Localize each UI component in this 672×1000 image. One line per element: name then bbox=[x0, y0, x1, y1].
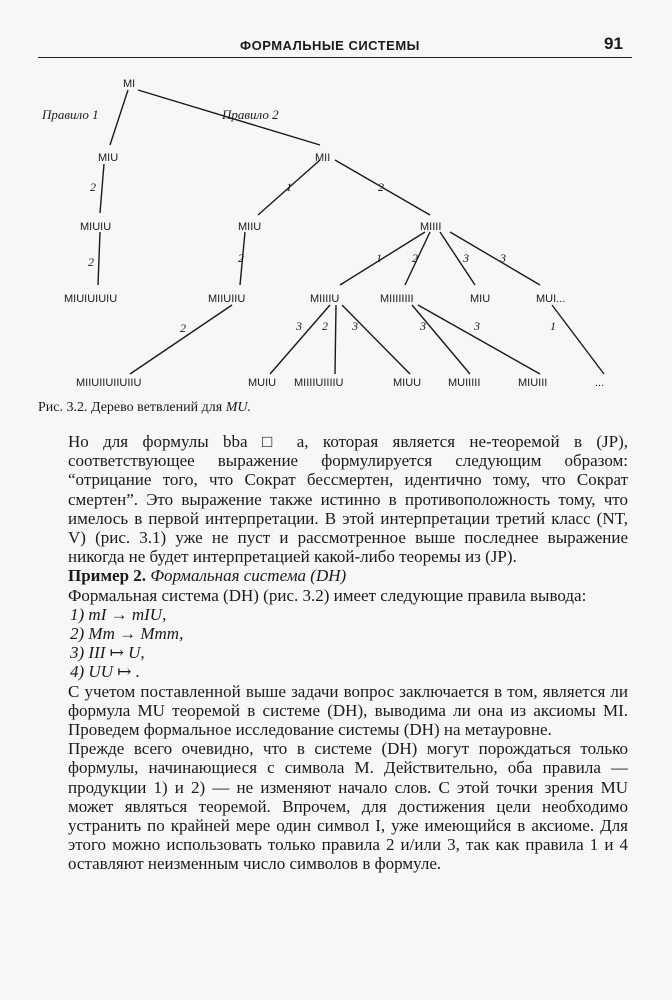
tree-node: MUI... bbox=[536, 293, 566, 305]
running-title: ФОРМАЛЬНЫЕ СИСТЕМЫ bbox=[240, 38, 420, 53]
edge-label: 2 bbox=[412, 251, 418, 265]
edge bbox=[270, 305, 330, 374]
edge-label: 1 bbox=[550, 319, 556, 333]
tree-node: MII bbox=[315, 152, 331, 164]
edge-label: 3 bbox=[463, 251, 469, 265]
edge bbox=[552, 305, 604, 374]
rule-item: 2) Mm → Mmm, bbox=[70, 624, 184, 644]
tree-node: MUIU bbox=[248, 377, 277, 389]
edge-label: 2 bbox=[88, 255, 94, 269]
edge-label: 3 bbox=[296, 319, 302, 333]
rule-labels bbox=[41, 107, 279, 122]
tree-node: MIU bbox=[98, 152, 119, 164]
tree-node: MIUU bbox=[393, 377, 422, 389]
edge-label: 3 bbox=[420, 319, 426, 333]
paragraph: С учетом поставленной выше задачи вопрос заключается в том, является ли формула MU теоремой в системе (DH), выводима ли она из аксиомы MI. Проведем формальное исследование системы (DH) на метауровне. bbox=[68, 681, 628, 740]
edge-label: 1 bbox=[286, 180, 292, 194]
tree-node: MIIIIIIII bbox=[380, 293, 414, 305]
example-label: Пример 2. bbox=[68, 566, 147, 586]
tree-node: MIIU bbox=[238, 221, 262, 233]
edge bbox=[130, 305, 232, 374]
edge-label: 3 bbox=[500, 251, 506, 265]
header-rule bbox=[38, 57, 632, 58]
edge-label: 3 bbox=[474, 319, 480, 333]
tree-nodes bbox=[64, 78, 604, 389]
edge bbox=[100, 164, 104, 213]
paragraph: Прежде всего очевидно, что в системе (DH) могут порождаться только формулы, начинающиеся с символа M. Действительно, оба правила — продукции 1) и 2) — не изменяют начало слов. С этой точки зрения MU может являться теоремой. Впрочем, для достижения цели необходимо устранить по крайней мере один символ I, уже имеющийся в аксиоме. Для этого можно использовать только правила 2 и/или 3, так как правила 1 и 4 оставляют неизменным число символов в формуле. bbox=[68, 739, 628, 874]
figure-caption bbox=[38, 400, 251, 416]
tree-node: MIUIUIUIU bbox=[64, 293, 118, 305]
derivation-tree-figure bbox=[0, 60, 672, 400]
rule-2-label: Правило 2 bbox=[222, 107, 279, 122]
tree-node: MIIIIUIIIIU bbox=[294, 377, 344, 389]
edge-label: 2 bbox=[180, 321, 186, 335]
page-header bbox=[0, 32, 672, 56]
rule-item: 3) III ↦ U, bbox=[70, 643, 145, 663]
rules-list bbox=[70, 605, 628, 682]
tree-node: MI bbox=[123, 78, 136, 90]
tree-node: MIUIU bbox=[80, 221, 112, 233]
edge-label: 3 bbox=[352, 319, 358, 333]
edge-label: 2 bbox=[378, 180, 384, 194]
edge bbox=[98, 232, 100, 285]
caption-prefix: Рис. 3.2. bbox=[38, 400, 88, 415]
page-number: 91 bbox=[604, 34, 623, 53]
tree-node: MIIUIIU bbox=[208, 293, 246, 305]
rule-item: 4) UU ↦ . bbox=[70, 662, 140, 682]
edge bbox=[335, 305, 336, 374]
edge bbox=[342, 305, 410, 374]
edge-label: 2 bbox=[90, 180, 96, 194]
caption-italic: MU. bbox=[225, 400, 251, 415]
rule-item: 1) mI → mIU, bbox=[70, 604, 167, 624]
edge bbox=[412, 305, 470, 374]
caption-text: Дерево ветвлений для bbox=[87, 400, 226, 415]
edge bbox=[110, 90, 128, 145]
paragraph: Но для формулы bba □ a, которая является не-теоремой в (JP), соответствующее выражение формулируется следующим образом: “отрицание того, что Сократ бессмертен, идентично тому, что Сократ смертен”. Это выражение также истинно в противоположность тому, что имелось в первой интерпретации. В этой интерпретации третий класс (NT, V) (рис. 3.1) уже не пуст и рассмотренное выше последнее выражение никогда не будет интерпретацией какой-либо теоремы из (JP). bbox=[68, 432, 628, 567]
edge-label: 2 bbox=[238, 251, 244, 265]
example-title: Формальная система (DH) bbox=[150, 566, 347, 586]
edge-label: 1 bbox=[376, 251, 382, 265]
rule-1-label: Правило 1 bbox=[42, 107, 99, 122]
edge bbox=[418, 305, 540, 374]
tree-node: ... bbox=[595, 377, 605, 389]
edge-labels bbox=[88, 180, 556, 335]
tree-node: MIUIII bbox=[518, 377, 548, 389]
body-text bbox=[68, 432, 628, 874]
example-heading bbox=[68, 566, 628, 585]
tree-edges bbox=[98, 90, 604, 374]
tree-node: MUIIIII bbox=[448, 377, 481, 389]
paragraph: Формальная система (DH) (рис. 3.2) имеет следующие правила вывода: bbox=[68, 585, 587, 605]
edge-label: 2 bbox=[322, 319, 328, 333]
tree-node: MIIII bbox=[420, 221, 442, 233]
tree-node: MIU bbox=[470, 293, 491, 305]
edge bbox=[440, 232, 475, 285]
tree-node: MIIUIIUIIUIIU bbox=[76, 377, 142, 389]
tree-node: MIIIIU bbox=[310, 293, 340, 305]
